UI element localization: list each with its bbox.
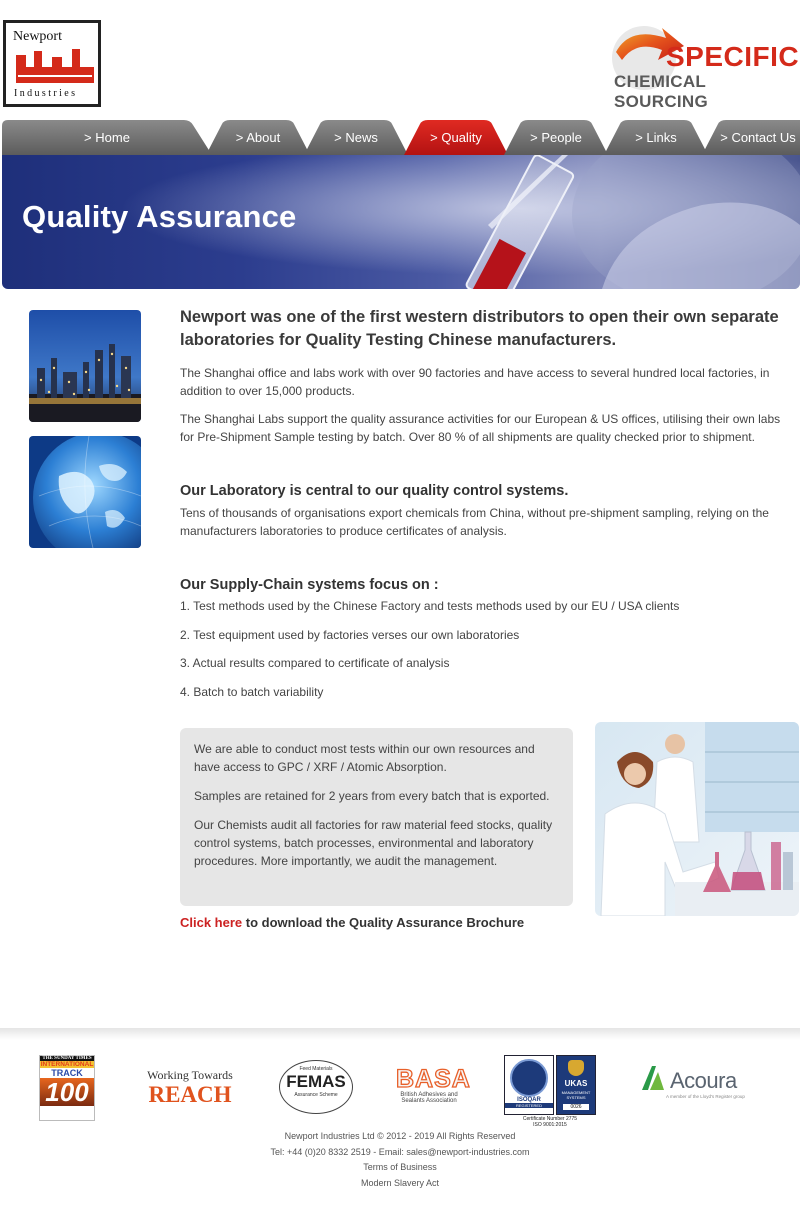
sunday-times-track100-logo[interactable] xyxy=(39,1055,95,1121)
newport-logo-subtitle: Industries xyxy=(14,88,78,99)
footer-links-2 xyxy=(0,1178,800,1188)
nav-people[interactable] xyxy=(504,120,608,155)
isoqar-sub: REGISTERED xyxy=(505,1103,553,1108)
nav-about[interactable] xyxy=(206,120,310,155)
laboratory-text: Tens of thousands of organisations export chemicals from China, without pre-shipment sampling, relying on the manufacturers laboratories to produce certificates of analysis. xyxy=(180,506,769,538)
reach-logo[interactable] xyxy=(140,1068,240,1110)
intro-paragraph-2: The Shanghai Labs support the quality assurance activities for our European & US offices, utilising their own labs for Pre-Shipment Sample testing by batch. Over 80 % of all shipments are quality checked prior to shipment. xyxy=(180,412,781,444)
isoqar-seal-icon xyxy=(510,1059,548,1097)
footer-divider xyxy=(0,1028,800,1040)
certificate-number: Certificate Number 2775 xyxy=(522,1116,578,1122)
isoqar-badge xyxy=(504,1055,554,1115)
main-content xyxy=(180,306,792,711)
basa-line1: British Adhesives and xyxy=(400,1092,458,1098)
nav-contact-label: > Contact Us xyxy=(720,130,796,145)
acoura-sub: A member of the Lloyd's Register group xyxy=(666,1094,745,1099)
isoqar-ukas-logo[interactable] xyxy=(504,1055,596,1129)
nav-about-label: > About xyxy=(235,130,281,145)
globe-image xyxy=(29,436,141,548)
modern-slavery-act-link[interactable]: Modern Slavery Act xyxy=(360,1178,440,1188)
footer-links xyxy=(0,1162,800,1172)
acoura-mark-icon xyxy=(638,1062,668,1092)
brochure-download-link[interactable]: Click here xyxy=(180,915,243,930)
newport-logo[interactable] xyxy=(3,20,101,107)
sunday-times-label: THE SUNDAY TIMES xyxy=(40,1056,94,1061)
terms-of-business-link[interactable]: Terms of Business xyxy=(363,1162,437,1172)
specific-chemical-logo[interactable] xyxy=(610,20,800,111)
ukas-sub: MANAGEMENT SYSTEMS xyxy=(561,1090,591,1100)
refinery-night-image xyxy=(29,310,141,422)
nav-contact[interactable] xyxy=(702,120,800,155)
capabilities-box xyxy=(180,728,573,906)
factory-icon xyxy=(16,49,94,83)
ukas-crown-icon xyxy=(568,1060,584,1076)
list-item: 3. Actual results compared to certificate of analysis xyxy=(180,656,450,670)
basa-logo[interactable] xyxy=(396,1065,471,1110)
page-title: Quality Assurance xyxy=(22,199,297,234)
nav-links-label: > Links xyxy=(635,130,677,145)
reach-line1: Working Towards xyxy=(147,1068,233,1082)
brochure-download xyxy=(180,915,524,930)
nav-news[interactable] xyxy=(304,120,408,155)
main-nav xyxy=(2,120,800,155)
acoura-logo[interactable] xyxy=(638,1062,754,1102)
contact-line xyxy=(0,1147,800,1157)
ukas-number: 0026 xyxy=(563,1104,589,1110)
femas-logo[interactable] xyxy=(279,1060,353,1114)
capabilities-text-1: We are able to conduct most tests within our own resources and have access to GPC / XRF / Atomic Absorption. xyxy=(194,742,535,774)
list-item: 1. Test methods used by the Chinese Factory and tests methods used by our EU / USA clients xyxy=(180,599,680,613)
hero-banner xyxy=(2,155,800,289)
acoura-name: Acoura xyxy=(670,1068,737,1093)
reach-line2: REACH xyxy=(148,1082,232,1107)
nav-news-label: > News xyxy=(334,130,378,145)
femas-bottom: Assurance Scheme xyxy=(294,1092,338,1098)
basa-name: BASA xyxy=(396,1065,471,1093)
capabilities-text-2: Samples are retained for 2 years from every batch that is exported. xyxy=(194,789,550,803)
femas-name: FEMAS xyxy=(286,1072,346,1091)
nav-people-label: > People xyxy=(530,130,582,145)
lab-scientists-image xyxy=(595,722,799,916)
nav-home[interactable] xyxy=(2,120,212,155)
track100-number: 100 xyxy=(40,1078,94,1106)
copyright: Newport Industries Ltd © 2012 - 2019 All Rights Reserved xyxy=(284,1131,516,1141)
contact-phone: Tel: +44 (0)20 8332 2519 - Email: xyxy=(270,1147,407,1157)
nav-home-label: > Home xyxy=(84,130,130,145)
newport-logo-brand: Newport xyxy=(13,29,62,44)
lead-heading: Newport was one of the first western distributors to open their own separate laboratories for Quality Testing Chinese manufacturers. xyxy=(180,308,779,349)
nav-links[interactable] xyxy=(604,120,708,155)
specific-logo-line2: CHEMICAL SOURCING xyxy=(614,72,709,111)
ukas-label: UKAS xyxy=(564,1079,588,1088)
specific-logo-line1: SPECIFIC xyxy=(666,41,800,72)
nav-quality[interactable] xyxy=(404,120,508,155)
basa-line2: Sealants Association xyxy=(401,1098,457,1104)
list-item: 2. Test equipment used by factories verses our own laboratories xyxy=(180,627,520,642)
supply-chain-list xyxy=(180,597,792,711)
iso-standard: ISO 9001:2015 xyxy=(533,1122,567,1128)
laboratory-heading: Our Laboratory is central to our quality control systems. xyxy=(180,483,569,499)
brochure-download-text: to download the Quality Assurance Brochure xyxy=(242,915,525,930)
nav-quality-label: > Quality xyxy=(430,130,482,145)
international-label: INTERNATIONAL xyxy=(40,1061,94,1068)
list-item: 4. Batch to batch variability xyxy=(180,684,324,699)
supply-chain-heading: Our Supply-Chain systems focus on : xyxy=(180,577,439,593)
femas-top: Feed Materials xyxy=(299,1066,333,1072)
ukas-badge xyxy=(556,1055,596,1115)
track-label: TRACK xyxy=(51,1068,83,1078)
isoqar-label: ISOQAR xyxy=(517,1097,541,1103)
contact-email-link[interactable]: sales@newport-industries.com xyxy=(406,1147,530,1157)
intro-paragraph-1: The Shanghai office and labs work with over 90 factories and have access to several hundred local factories, in addition to over 15,000 products. xyxy=(180,366,770,398)
capabilities-text-3: Our Chemists audit all factories for raw material feed stocks, quality control systems, batch processes, environmental and laboratory procedures. More importantly, we audit the management. xyxy=(194,818,553,868)
